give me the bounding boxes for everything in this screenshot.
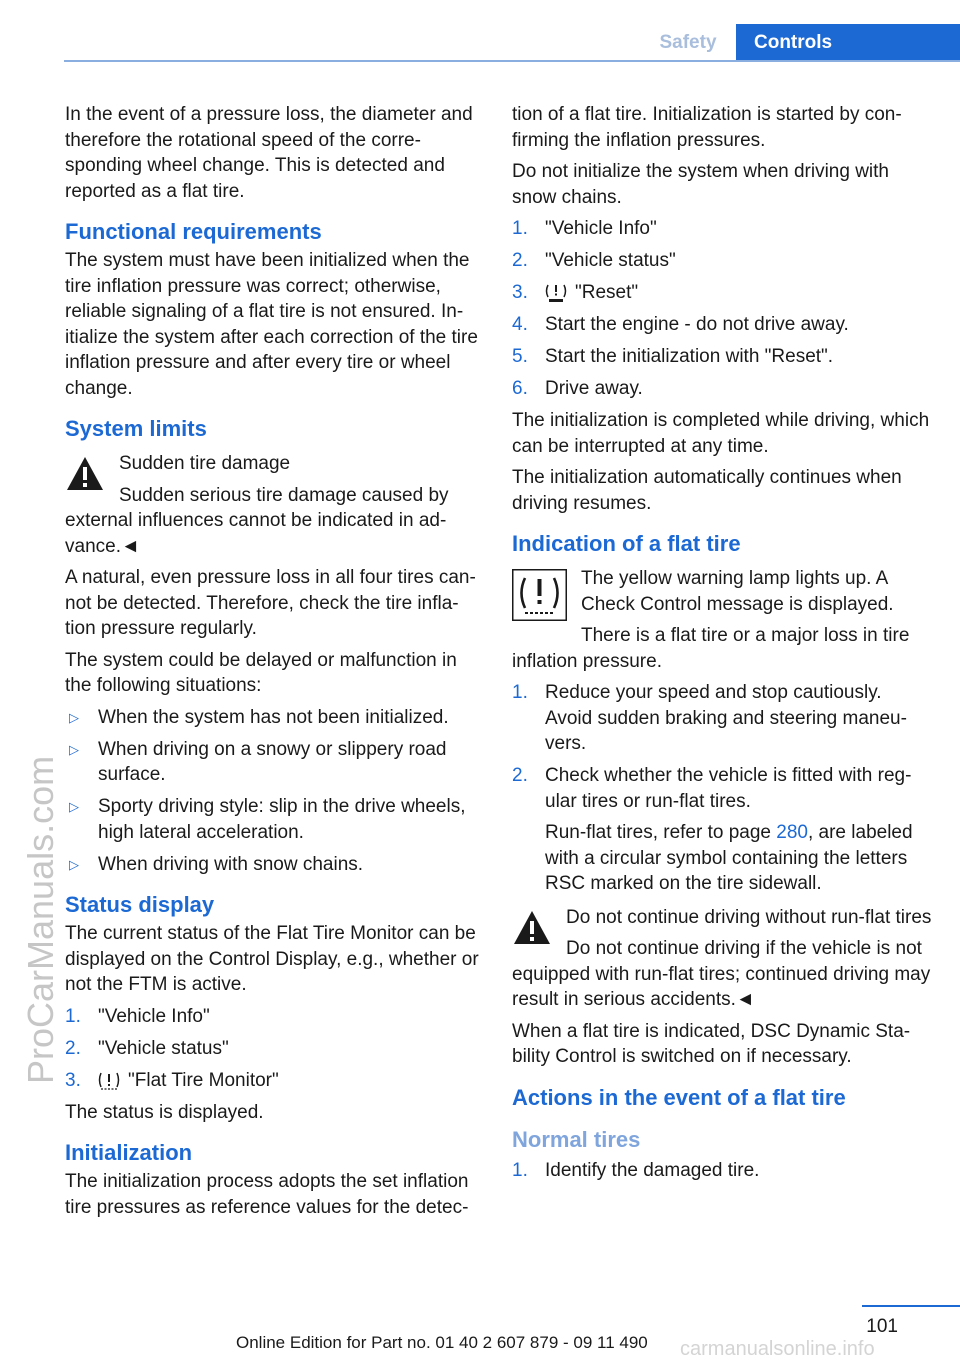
header-chapter-label: Controls xyxy=(754,32,833,53)
step-number: 6. xyxy=(512,378,528,399)
list-item-text: "Vehicle status" xyxy=(98,1037,229,1059)
list-item-text: "Vehicle Info" xyxy=(98,1005,210,1027)
limits-paragraph-1: A natural, even pressure loss in all four tires can-not be detected. Therefore, check the tire infla-tion pressure regularly. xyxy=(65,567,476,639)
list-item xyxy=(512,1158,932,1184)
footer-edition: Online Edition for Part no. 01 40 2 607 879 - 09 11 490 xyxy=(236,1333,648,1352)
list-item-text: Start the initialization with "Reset". xyxy=(545,346,834,367)
warning-note-sudden-damage xyxy=(65,451,483,559)
step-number: 4. xyxy=(512,314,528,335)
step-number: 2. xyxy=(65,1037,81,1059)
triangle-bullet-icon: ▷ xyxy=(69,799,79,814)
init-complete-paragraph: The initialization is completed while driving, which can be interrupted at any time. xyxy=(512,410,930,457)
step-number: 1. xyxy=(512,682,528,703)
list-item xyxy=(512,216,932,242)
heading-initialization: Initialization xyxy=(65,1140,193,1165)
right-column xyxy=(512,102,932,1190)
init-paragraph: The initialization process adopts the set inflation tire pressures as reference values for the detec- xyxy=(65,1171,469,1218)
heading-functional-requirements: Functional requirements xyxy=(65,219,322,244)
list-item xyxy=(512,312,932,338)
warning-lamp-text: The yellow warning lamp lights up. A Check Control message is displayed. xyxy=(581,568,894,615)
step-number: 5. xyxy=(512,346,528,367)
bottom-watermark: carmanualsonline.info xyxy=(680,1338,875,1360)
page-number-rule xyxy=(862,1305,960,1307)
init-continuation: tion of a flat tire. Initialization is started by con-firming the inflation pressures. xyxy=(512,104,902,151)
triangle-bullet-icon: ▷ xyxy=(69,856,79,872)
page-reference-link[interactable]: 280 xyxy=(776,822,808,843)
triangle-bullet-icon: ▷ xyxy=(69,709,79,725)
list-item-text: "Vehicle status" xyxy=(545,250,676,271)
list-item xyxy=(512,248,932,274)
flat-tire-meaning: There is a flat tire or a major loss in tire inflation pressure. xyxy=(512,625,910,672)
flat-tire-monitor-icon xyxy=(98,1071,120,1091)
side-watermark xyxy=(2,462,61,1362)
header-chapter-controls xyxy=(736,24,960,62)
list-item-text: When driving on a snowy or slippery road surface. xyxy=(98,738,447,785)
heading-indication-flat-tire: Indication of a flat tire xyxy=(512,531,741,556)
list-item xyxy=(512,763,932,897)
list-item-text: Sporty driving style: slip in the drive wheels, high lateral acceleration. xyxy=(98,796,466,843)
status-steps xyxy=(65,1004,483,1094)
list-item-text: Check whether the vehicle is fitted with reg-ular tires or run-flat tires. xyxy=(545,765,912,812)
tire-warning-lamp-icon xyxy=(512,569,567,621)
heading-system-limits: System limits xyxy=(65,416,207,441)
list-item-text: "Flat Tire Monitor" xyxy=(128,1069,279,1091)
run-flat-info xyxy=(545,820,932,897)
normal-tire-steps xyxy=(512,1158,932,1184)
warning-note-run-flat xyxy=(512,905,932,1013)
step-number: 2. xyxy=(512,250,528,271)
warning-text: Do not continue driving if the vehicle is not equipped with run-flat tires; continued driving may result in serious accidents.◄ xyxy=(512,938,931,1010)
init-steps xyxy=(512,216,932,402)
list-item xyxy=(512,376,932,402)
heading-normal-tires: Normal tires xyxy=(512,1126,641,1152)
list-item xyxy=(512,344,932,370)
triangle-bullet-icon: ▷ xyxy=(69,741,79,757)
run-flat-text-a: Run-flat tires, refer to page xyxy=(545,822,777,843)
list-item xyxy=(65,1068,483,1094)
warning-triangle-icon xyxy=(512,908,552,948)
list-item xyxy=(65,852,483,878)
warning-triangle-icon xyxy=(65,454,105,494)
step-number: 3. xyxy=(65,1069,81,1091)
init-continues-paragraph: The initialization automatically continues when driving resumes. xyxy=(512,467,902,514)
header-rule xyxy=(64,60,960,62)
status-after: The status is displayed. xyxy=(65,1101,264,1123)
warning-title: Sudden tire damage xyxy=(119,453,291,474)
limits-list xyxy=(65,705,483,878)
limits-paragraph-2: The system could be delayed or malfunction in the following situations: xyxy=(65,649,457,696)
list-item-text: "Vehicle Info" xyxy=(545,218,657,239)
heading-actions-flat-tire: Actions in the event of a flat tire xyxy=(512,1084,846,1110)
step-number: 1. xyxy=(512,218,528,239)
heading-status-display: Status display xyxy=(65,892,215,917)
list-item-text: When driving with snow chains. xyxy=(98,853,364,875)
step-number: 1. xyxy=(512,1159,528,1181)
list-item-text: Reduce your speed and stop cautiously. Avoid sudden braking and steering maneu-vers. xyxy=(545,682,907,754)
dsc-paragraph: When a flat tire is indicated, DSC Dynamic Sta-bility Control is switched on if necessary. xyxy=(512,1020,911,1067)
status-paragraph: The current status of the Flat Tire Monitor can be displayed on the Control Display, e.g., whether or not the FTM is active. xyxy=(65,923,479,995)
list-item xyxy=(65,794,483,845)
functional-paragraph: The system must have been initialized when the tire inflation pressure was correct; otherwise, reliable signaling of a flat tire is not ensured. In-itialize the system after each correction of the tire inflation pressure and after every tire or wheel change. xyxy=(65,250,478,399)
side-watermark-text: ProCarManuals.com xyxy=(20,755,61,1084)
snow-chains-paragraph: Do not initialize the system when driving with snow chains. xyxy=(512,161,890,208)
warning-text: Sudden serious tire damage caused by external influences cannot be indicated in ad-vance.◄ xyxy=(65,484,449,557)
step-number: 2. xyxy=(512,765,528,786)
left-column xyxy=(65,102,483,1226)
list-item xyxy=(512,680,932,757)
list-item xyxy=(65,1036,483,1062)
header-section-safety: Safety xyxy=(659,32,717,53)
list-item-text: Drive away. xyxy=(545,378,643,399)
list-item xyxy=(65,737,483,788)
list-item-text: "Reset" xyxy=(575,282,639,303)
run-flat-text-b: , are labeled with a circular symbol containing the letters RSC marked on the tire sidewall. xyxy=(545,822,913,894)
list-item-text: Start the engine - do not drive away. xyxy=(545,314,849,335)
list-item xyxy=(65,1004,483,1030)
warning-lamp-note xyxy=(512,566,932,674)
step-number: 1. xyxy=(65,1005,81,1027)
page-number: 101 xyxy=(866,1316,898,1337)
list-item-text: When the system has not been initialized. xyxy=(98,706,449,728)
warning-title: Do not continue driving without run-flat tires xyxy=(566,906,932,928)
flat-tire-steps xyxy=(512,680,932,897)
intro-paragraph: In the event of a pressure loss, the diameter and therefore the rotational speed of the corre-sponding wheel change. This is detected and reported as a flat tire. xyxy=(65,104,473,202)
list-item xyxy=(65,705,483,731)
step-number: 3. xyxy=(512,282,528,303)
tire-init-icon xyxy=(545,283,567,303)
list-item xyxy=(512,280,932,306)
list-item-text: Identify the damaged tire. xyxy=(545,1159,760,1181)
